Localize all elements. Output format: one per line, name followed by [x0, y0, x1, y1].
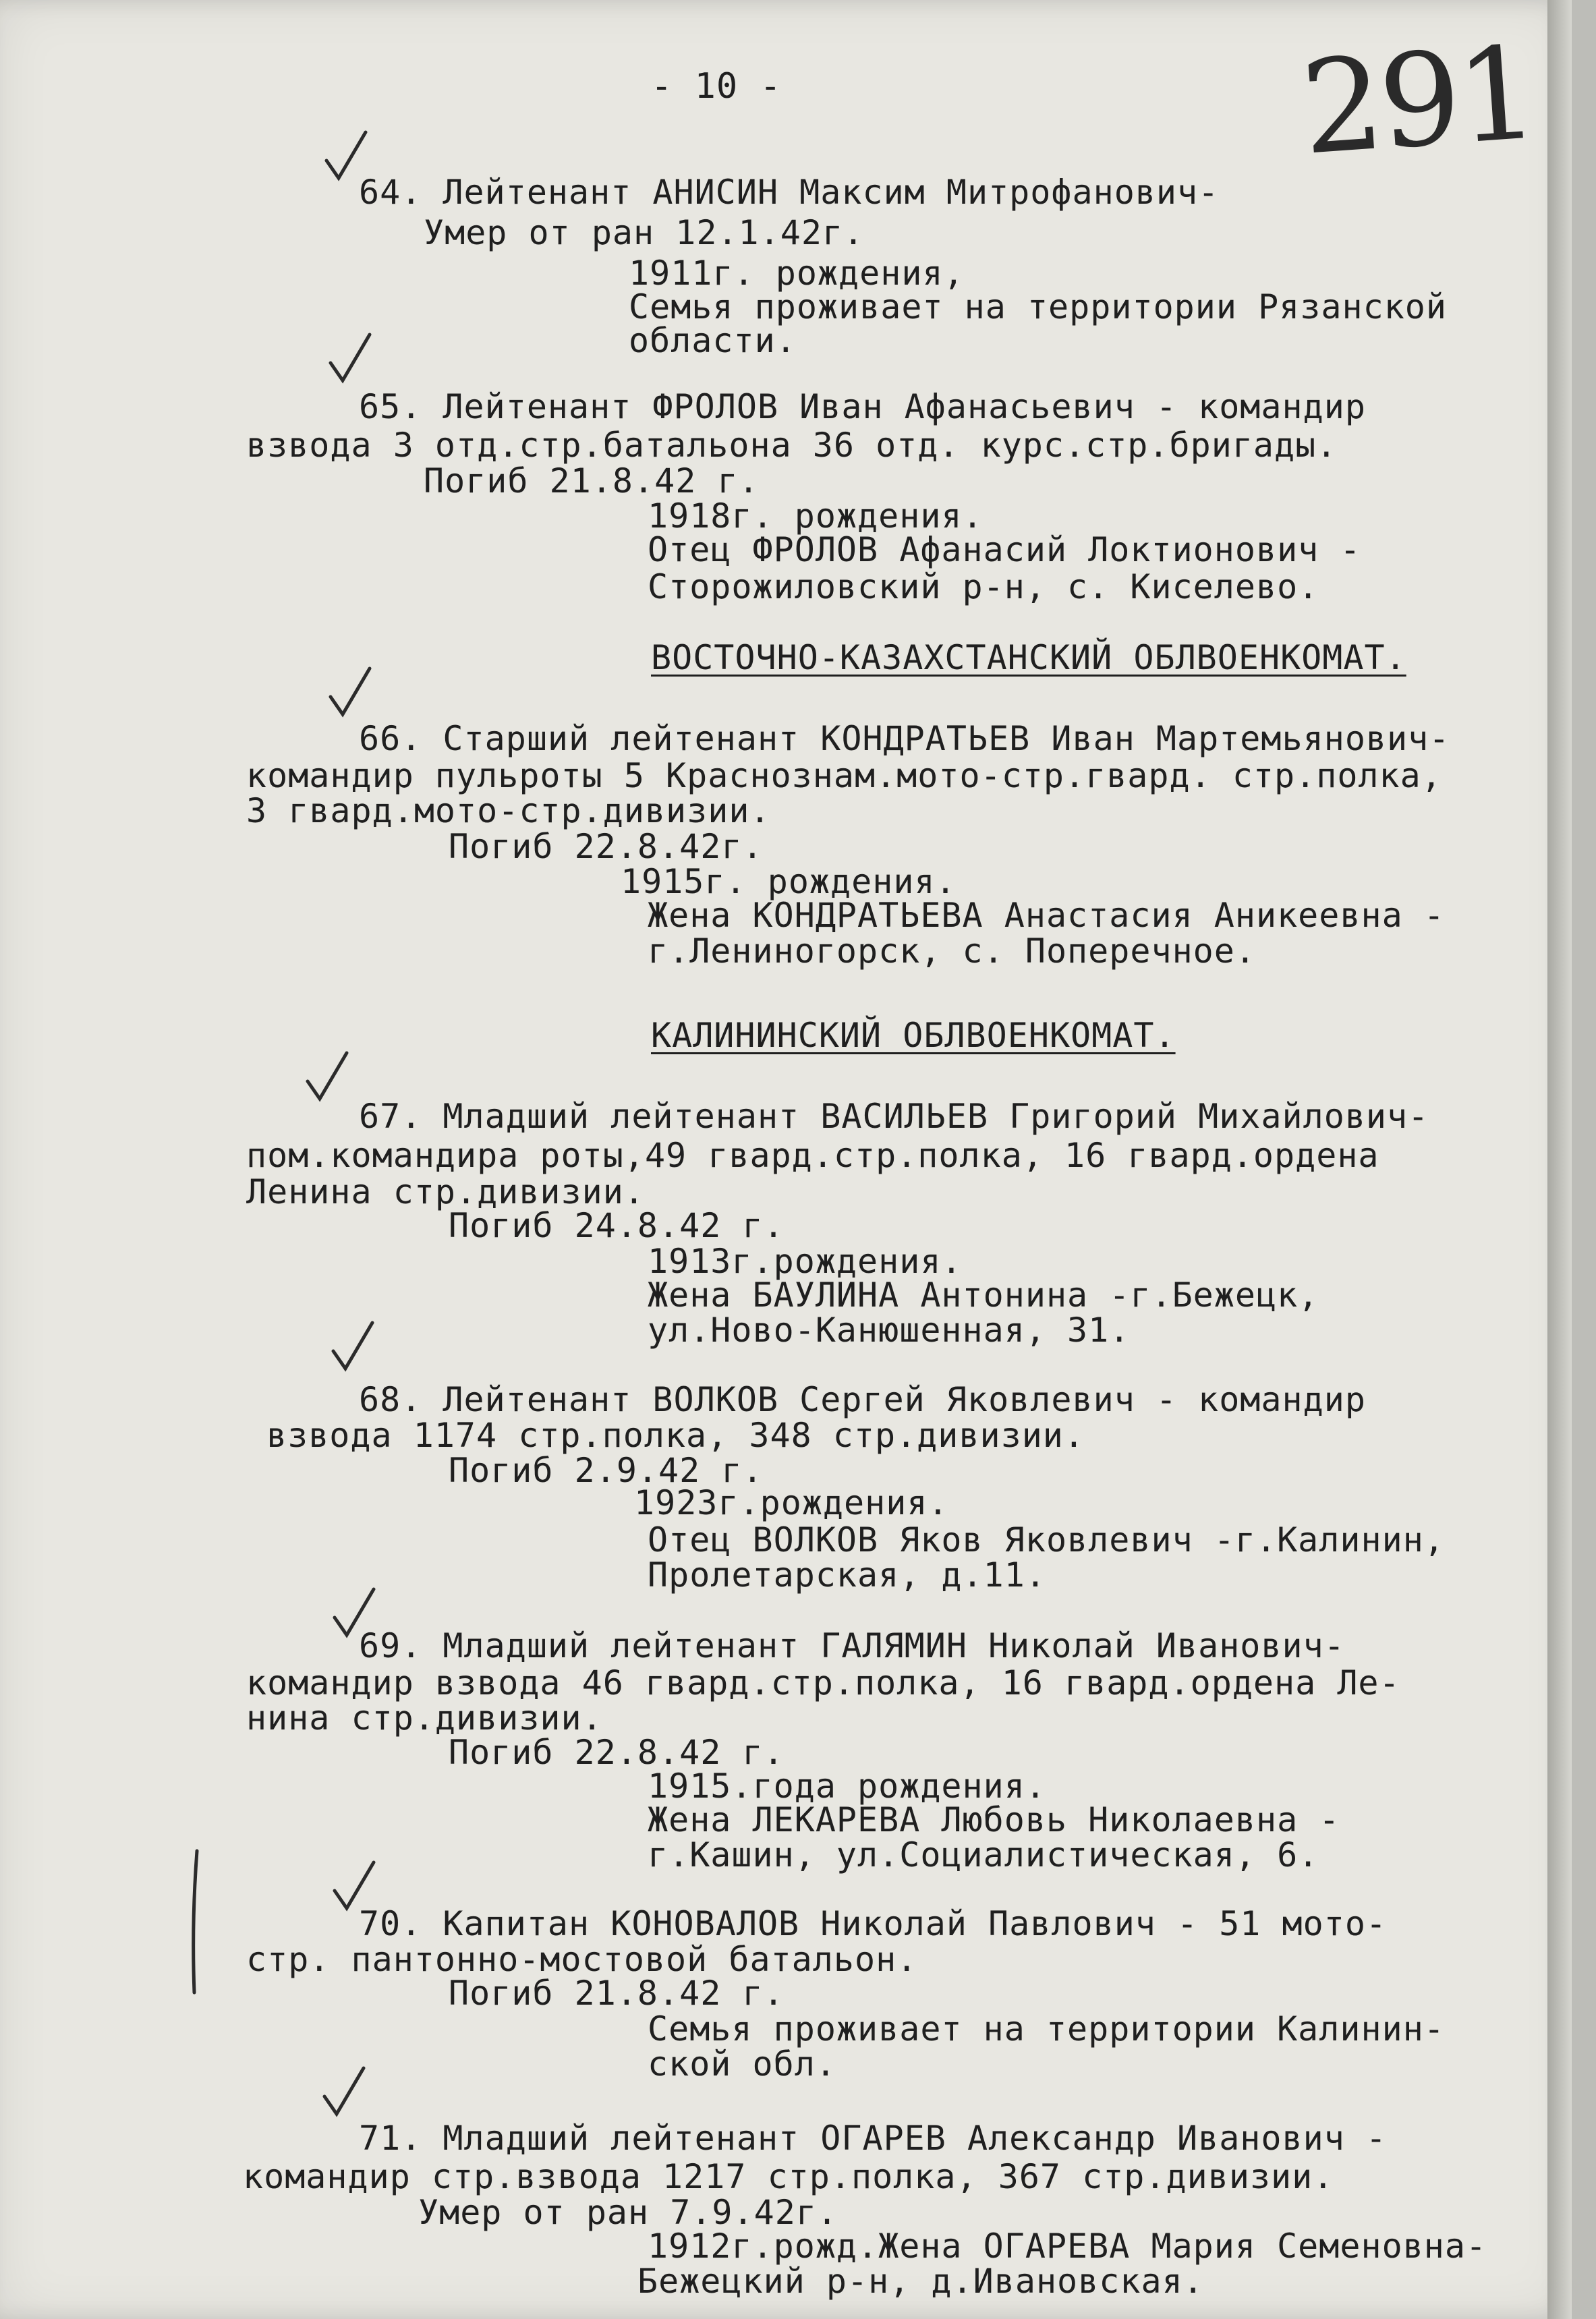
page-edge [1547, 0, 1572, 2319]
entry-69-line-6: Жена ЛЕКАРЕВА Любовь Николаевна - [648, 1800, 1340, 1839]
entry-68-line-2: взвода 1174 стр.полка, 348 стр.дивизии. [266, 1416, 1085, 1455]
entry-65-line-2: взвода 3 отд.стр.батальона 36 отд. курс.стр.бригады. [246, 426, 1338, 465]
entry-67-line-5: 1913г.рождения. [648, 1242, 963, 1281]
entry-69-line-4: Погиб 22.8.42 г. [449, 1733, 785, 1772]
entry-70-line-5: ской обл. [648, 2044, 836, 2084]
entry-65-line-6: Сторожиловский р-н, с. Киселево. [648, 567, 1319, 606]
entry-68-line-5: Отец ВОЛКОВ Яков Яковлевич -г.Калинин, [648, 1520, 1445, 1559]
check-mark-icon [320, 2064, 368, 2118]
entry-70-line-4: Семья проживает на территории Калинин- [648, 2009, 1445, 2049]
entry-71-line-1: 71. Младший лейтенант ОГАРЕВ Александр Иванович - [359, 2119, 1388, 2158]
entry-65-line-5: Отец ФРОЛОВ Афанасий Локтионович - [648, 530, 1361, 569]
entry-71-line-4: 1912г.рожд.Жена ОГАРЕВА Мария Семеновна- [648, 2227, 1487, 2266]
section-heading-east-kazakhstan: ВОСТОЧНО-КАЗАХСТАНСКИЙ ОБЛВОЕНКОМАТ. [651, 638, 1406, 677]
entry-65-line-4: 1918г. рождения. [648, 496, 984, 536]
entry-69-line-7: г.Кашин, ул.Социалистическая, 6. [648, 1835, 1319, 1874]
entry-66-line-2: командир пульроты 5 Краснознам.мото-стр.гвард. стр.полка, [246, 756, 1442, 795]
check-mark-icon [326, 331, 374, 384]
entry-68-line-3: Погиб 2.9.42 г. [449, 1451, 764, 1490]
page-number: - 10 - [651, 66, 782, 107]
entry-64-line-2: Умер от ран 12.1.42г. [424, 213, 865, 252]
entry-64-line-1: 64. Лейтенант АНИСИН Максим Митрофанович- [359, 173, 1220, 212]
entry-71-line-2: командир стр.взвода 1217 стр.полка, 367 стр.дивизии. [243, 2157, 1334, 2196]
entry-67-line-4: Погиб 24.8.42 г. [449, 1206, 785, 1245]
entry-66-line-7: г.Лениногорск, с. Поперечное. [648, 932, 1256, 971]
archive-page-number: 291 [1296, 18, 1539, 183]
check-mark-icon [326, 664, 374, 718]
check-mark-icon [329, 1319, 376, 1373]
entry-66-line-3: 3 гвард.мото-стр.дивизии. [246, 791, 771, 830]
check-mark-icon [304, 1049, 351, 1103]
entry-70-line-2: стр. пантонно-мостовой батальон. [246, 1940, 918, 1979]
entry-67-line-2: пом.командира роты,49 гвард.стр.полка, 16 гвард.ордена [246, 1136, 1379, 1175]
entry-68-line-6: Пролетарская, д.11. [648, 1555, 1046, 1595]
entry-67-line-6: Жена БАУЛИНА Антонина -г.Бежецк, [648, 1276, 1319, 1315]
entry-68-line-1: 68. Лейтенант ВОЛКОВ Сергей Яковлевич - командир [359, 1380, 1366, 1419]
entry-67-line-7: ул.Ново-Канюшенная, 31. [648, 1311, 1131, 1350]
entry-64-line-3: 1911г. рождения, [629, 254, 965, 293]
entry-68-line-4: 1923г.рождения. [634, 1483, 949, 1522]
entry-70-line-1: 70. Капитан КОНОВАЛОВ Николай Павлович - 51 мото- [359, 1904, 1388, 1943]
entry-64-line-5: области. [629, 321, 797, 360]
entry-65-line-3: Погиб 21.8.42 г. [424, 461, 760, 500]
entry-69-line-1: 69. Младший лейтенант ГАЛЯМИН Николай Иванович- [359, 1626, 1345, 1665]
section-heading-kalinin: КАЛИНИНСКИЙ ОБЛВОЕНКОМАТ. [651, 1016, 1176, 1055]
entry-70-line-3: Погиб 21.8.42 г. [449, 1974, 785, 2013]
entry-66-line-5: 1915г. рождения. [621, 862, 957, 901]
entry-69-line-5: 1915.года рождения. [648, 1767, 1046, 1806]
entry-69-line-3: нина стр.дивизии. [246, 1698, 603, 1738]
entry-65-line-1: 65. Лейтенант ФРОЛОВ Иван Афанасьевич - командир [359, 387, 1366, 426]
entry-64-line-4: Семья проживает на территории Рязанской [629, 287, 1447, 326]
margin-line-mark [182, 1848, 209, 1997]
entry-66-line-4: Погиб 22.8.42г. [449, 827, 764, 866]
entry-67-line-1: 67. Младший лейтенант ВАСИЛЬЕВ Григорий Михайлович- [359, 1097, 1429, 1136]
entry-71-line-5: Бежецкий р-н, д.Ивановская. [637, 2262, 1204, 2301]
entry-71-line-3: Умер от ран 7.9.42г. [418, 2193, 838, 2232]
entry-69-line-2: командир взвода 46 гвард.стр.полка, 16 гвард.ордена Ле- [246, 1663, 1400, 1702]
entry-67-line-3: Ленина стр.дивизии. [246, 1172, 645, 1211]
entry-66-line-1: 66. Старший лейтенант КОНДРАТЬЕВ Иван Мартемьянович- [359, 719, 1450, 758]
entry-66-line-6: Жена КОНДРАТЬЕВА Анастасия Аникеевна - [648, 896, 1445, 935]
